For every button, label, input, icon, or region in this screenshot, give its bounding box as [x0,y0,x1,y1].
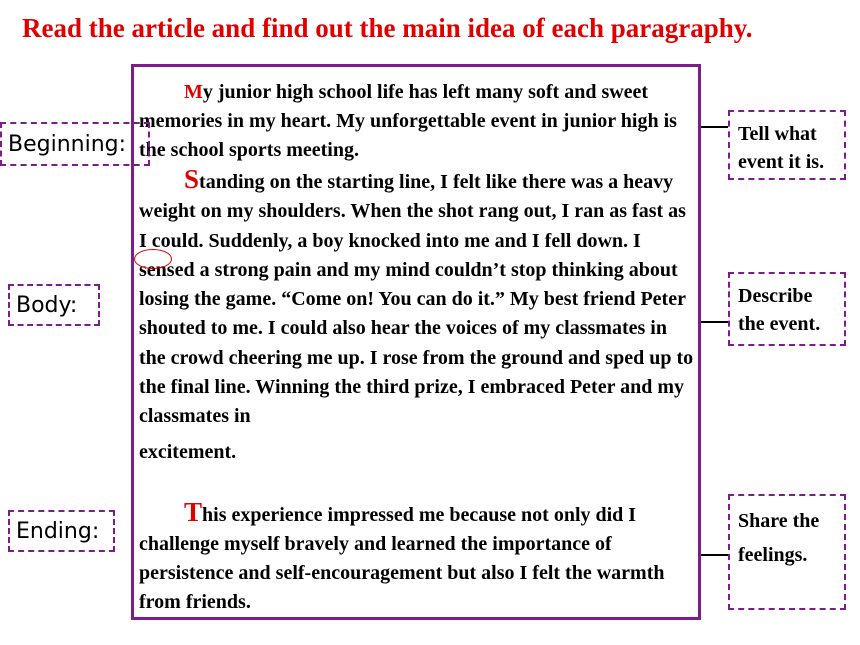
connector-beginning [701,126,728,128]
paragraph-text-end: excitement. [139,440,237,463]
idea-beginning: Tell what event it is. [728,110,846,180]
drop-cap: M [184,81,203,103]
paragraph-body [139,165,695,467]
paragraph-text: y junior high school life has left many soft and sweet memories in my heart. My unforgettable event in junior high is the school sports meeting. [139,81,677,161]
drop-cap: S [184,164,200,194]
connector-ending [701,554,728,556]
paragraph-text: his experience impressed me because not only did I challenge myself bravely and learned the importance of persistence and self-encouragement but also I felt the warmth from friends. [139,504,665,613]
label-ending: Ending: [8,510,115,552]
idea-ending: Share the feelings. [728,494,846,610]
paragraph-text: tanding on the starting line, I felt like there was a heavy weight on my shoulders. When the shot rang out, I ran as fast as I could. Suddenly, a boy knocked into me and I fell down. I sensed a strong pain and my mind couldn’t stop thinking about losing the game. “Come on! You can do it.” My best friend Peter shouted to me. I could also hear the voices of my classmates in the crowd cheering me up. I rose from the ground and sped up to the final line. Winning the third prize, I embraced Peter and my classmates in [139,171,694,428]
paragraph-ending [139,498,695,617]
label-beginning: Beginning: [0,122,150,166]
drop-cap: T [184,497,203,527]
idea-body: Describe the event. [728,272,846,346]
annotation-circle [134,249,172,269]
paragraph-beginning [139,78,695,165]
page-title: Read the article and find out the main idea of each paragraphy. [22,13,753,43]
connector-body [701,321,728,323]
label-body: Body: [8,284,100,326]
